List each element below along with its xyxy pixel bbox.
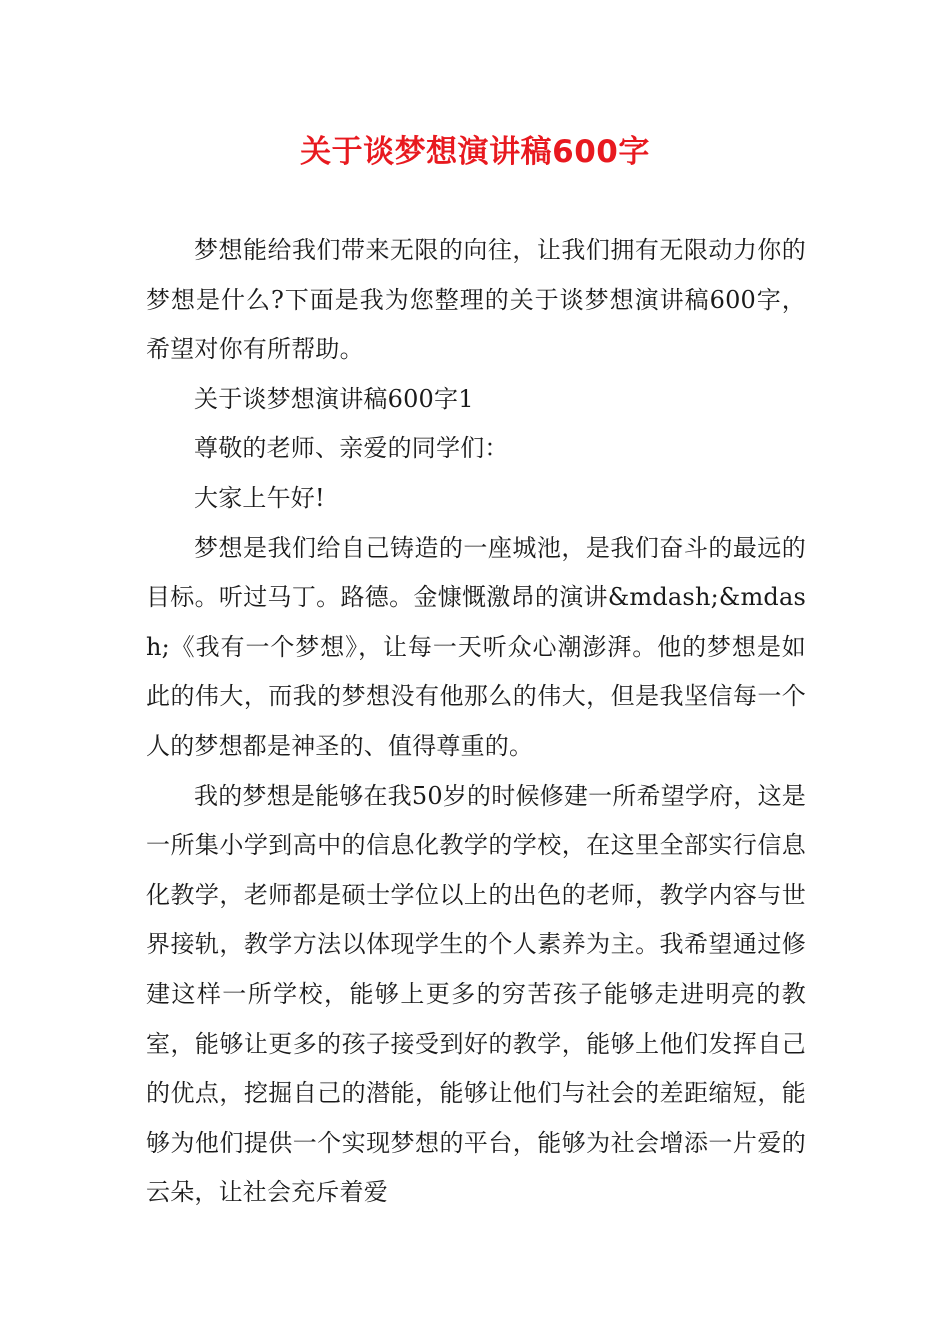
document-body [146,226,806,1218]
section-heading: 关于谈梦想演讲稿600字1 [194,384,474,413]
intro-paragraph: 梦想能给我们带来无限的向往，让我们拥有无限动力你的梦想是什么?下面是我为您整理的关于谈梦想演讲稿600字，希望对你有所帮助。 [146,236,806,364]
document-title: 关于谈梦想演讲稿600字 [300,134,650,170]
body-paragraph: 我的梦想是能够在我50岁的时候修建一所希望学府，这是一所集小学到高中的信息化教学的学校，在这里全部实行信息化教学，老师都是硕士学位以上的出色的老师，教学内容与世界接轨，教学方法以体现学生的个人素养为主。我希望通过修建这样一所学校，能够上更多的穷苦孩子能够走进明亮的教室，能够让更多的孩子接受到好的教学，能够上他们发挥自己的优点，挖掘自己的潜能，能够让他们与社会的差距缩短，能够为他们提供一个实现梦想的平台，能够为社会增添一片爱的云朵，让社会充斥着爱 [146,781,806,1207]
salutation: 尊敬的老师、亲爱的同学们： [194,434,509,463]
body-paragraph: 梦想是我们给自己铸造的一座城池，是我们奋斗的最远的目标。听过马丁。路德。金慷慨激昂的演讲&mdash;&mdash;《我有一个梦想》，让每一天听众心潮澎湃。他的梦想是如此的伟大，而我的梦想没有他那么的伟大，但是我坚信每一个人的梦想都是神圣的、值得尊重的。 [146,533,806,760]
greeting: 大家上午好! [194,483,325,512]
